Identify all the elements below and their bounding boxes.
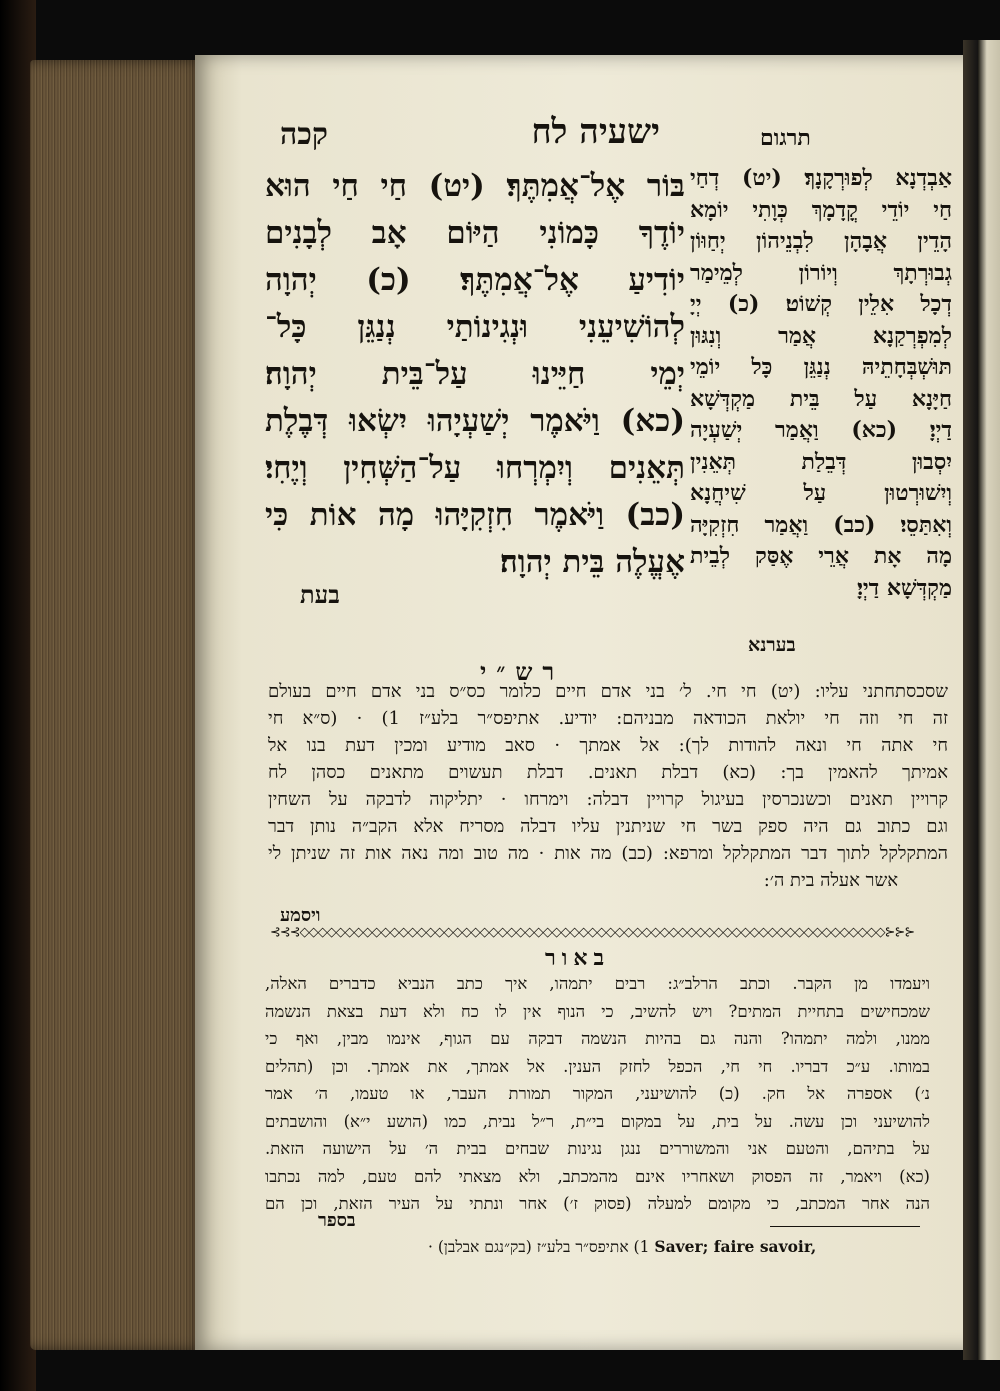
targum-line: יִסְבוּן דְּבֵלַת תְּאֵנִין bbox=[690, 448, 952, 475]
main-text-line: בּוֹר אֶל־אֲמִתֶּךָ׃ (יט) חַי חַי הוּא bbox=[265, 168, 685, 204]
folio-number: קכה bbox=[280, 117, 328, 152]
biur-line: (כא) ויאמר, זה הפסוק ושאחריו אינם מהמכתב, ולא מצאתי להם טעם, למה נכתבו bbox=[265, 1166, 930, 1186]
rashi-line: קרויין תאנים וכשנכרסין בעיגול קרויין דבלה: וימרחו · יתליקוה לדבקה על השחין bbox=[268, 789, 948, 810]
targum-line: מָה אָת אֲרֵי אֶסַּק לְבֵית bbox=[690, 543, 952, 569]
biur-line: נ׳) אספרה אל חק. (כ) להושיעני, המקור תמורת העבר, או טעמו, ה׳ אמר bbox=[265, 1084, 930, 1103]
targum-column bbox=[690, 163, 952, 604]
main-text-line: (כא) וַיֹּאמֶר יְשַׁעְיָהוּ יִשְׂאוּ דְּבֶלֶת bbox=[265, 403, 685, 439]
rashi-line: אשר אעלה בית ה׳: bbox=[763, 870, 898, 891]
targum-catchword: בערנא bbox=[748, 634, 796, 656]
biur-line: הנה אחר המכתב, כי מקומם למעלה (פסוק ז׳) אחר ונתתי על העיר הזאת, וכן הם bbox=[265, 1194, 930, 1213]
biur-line: במותו. ע״כ דבריו. חי חי, הכפל לחזק הענין. אל אמתך, את אמתך. וכן (תהלים bbox=[265, 1056, 930, 1076]
gutter-shadow bbox=[963, 40, 979, 1360]
footnote-hebrew: 1) אתיפס״ר בלע״ז (בק״נגם אבלבן) · bbox=[428, 1238, 650, 1256]
footnote-rule bbox=[770, 1226, 920, 1227]
targum-line: דְכָל אִלֵין קְשׁוֹט׃ (כ) יְיָ bbox=[690, 291, 952, 317]
rashi-heading: רש״י bbox=[480, 657, 565, 686]
targum-column-label: תרגום bbox=[760, 125, 811, 151]
rashi-line: וגם כתוב גם היה ספק בשר חי שניתנין עליו דבלה מסריח אלא הקב״ה נותן דבר bbox=[268, 816, 948, 837]
rashi-line: אמיתך להאמין בך: (כא) דבלת תאנים. דבלת תעשוים מתאנים כסהן לח bbox=[268, 762, 948, 783]
ornamental-divider: ⊰⊰⊰◇◇◇◇◇◇◇◇◇◇◇◇◇◇◇◇◇◇◇◇◇◇◇◇◇◇◇◇◇◇◇◇◇◇◇◇◇◇◇◇◇◇◇◇◇◇◇◇◇◇◇◇◇◇◇◇◇◇◇◇◇◇◇◇◇⊱⊱⊱ bbox=[270, 926, 915, 940]
targum-line: חַי יוֹדֵי קֳדָמָךְ כְּוָתִי יוֹמָא bbox=[690, 196, 952, 223]
targum-line: וְיִשׁוּרְטוּן עַל שִׁיחֲנָא bbox=[690, 480, 952, 506]
main-text-line: לְהוֹשִׁיעֵנִי וּנְגִינוֹתַי נְנַגֵּן כָּל־ bbox=[265, 309, 685, 345]
targum-line: לְמִפְרְקַנָא אֲמַר וְנִגּוּן bbox=[690, 322, 952, 349]
main-text-line: יוֹדֶךָ כָּמוֹנִי הַיּוֹם אָב לְבָנִים bbox=[265, 215, 685, 251]
rashi-line: זה חי וזה חי יולאת הכודאה מבניהם: יודיע. אתיפס״ר בלע״ז 1) · (ס״א חי bbox=[268, 708, 948, 729]
biur-line: להושיעני וכן עשה. על בית, על במקום בי״ת, ר״ל נבית, כמו (הושע י״א) והושבתים bbox=[265, 1111, 930, 1131]
main-text-line: (כב) וַיֹּאמֶר חִזְקִיָּהוּ מָה אוֹת כִּי bbox=[265, 497, 685, 533]
targum-line: גְבוּרְתָךְ וְיוֹרוֹן לְמֵימַר bbox=[690, 259, 952, 286]
rashi-catchword: ויסמע bbox=[280, 905, 321, 926]
rashi-line: שסכסתחתני עליו: (יט) חי חי. ל׳ בני אדם חיים כלומר כס״ס בני אדם חיים בעולם bbox=[268, 681, 948, 702]
rashi-line: המתקלקל לתוך דבר המתקלקל ומרפא: (כב) מה אות · מה טוב ומה נאה אות זה שניתן לי bbox=[268, 843, 948, 864]
next-page-edge bbox=[978, 40, 1000, 1360]
targum-line: הָדֵין אֲבָהָן לִבְנֵיהוֹן יְחַוּוֹן bbox=[690, 228, 952, 254]
running-title: ישעיה לח bbox=[531, 112, 660, 152]
footnote bbox=[428, 1237, 816, 1257]
biur-heading: באור bbox=[545, 945, 611, 971]
biur-catchword: בספר bbox=[318, 1210, 356, 1231]
rashi-line: חי אתה חי ונאה להודות לך): אל אמתך · סאב מודיע ומכין דעת בנו אל bbox=[268, 735, 948, 756]
targum-line: מַקְדְּשָׁא דַיְיָ׃ bbox=[857, 574, 952, 601]
main-text-line: יוֹדִיעַ אֶל־אֲמִתֶּךָ׃ (כ) יְהוָה bbox=[265, 262, 685, 298]
targum-line: וְאִתַּסֵי׃ (כב) וַאֲמַר חִזְקִיָּה bbox=[690, 511, 952, 538]
biur-line: ויעמדו מן הקבר. וכתב הרלב״ג: רבים יתמהו, איך כתב הנביא כדברים האלה, bbox=[265, 974, 930, 993]
rashi-commentary bbox=[268, 678, 948, 894]
biur-line: שמכחישים בתחיית המתים? ויש להשיב, כי הנוף אין לו כח ולא דעת בצאת הנשמה bbox=[265, 1001, 930, 1021]
main-text-line: אֶעֱלֶה בֵּית יְהוָה׃ bbox=[499, 544, 685, 580]
main-text-column bbox=[265, 163, 685, 586]
main-text-line: תְּאֵנִים וְיִמְרְחוּ עַל־הַשְּׁחִין וְיֶחִי׃ bbox=[265, 450, 685, 486]
footnote-french: Saver; faire savoir, bbox=[654, 1237, 817, 1256]
biur-commentary bbox=[265, 970, 930, 1218]
targum-line: דַיְיָ׃ (כא) וַאֲמַר יְשַׁעְיָה bbox=[690, 417, 952, 443]
biur-line: על בתיהם, והטעם אני והמשוררים ננגן נגינות שבחים בבית ה׳ על הישועה הזאת. bbox=[265, 1139, 930, 1158]
targum-line: חַיָּנָא עַל בֵּית מַקְדְּשָׁא bbox=[690, 385, 952, 412]
main-text-line: יְמֵי חַיֵּינוּ עַל־בֵּית יְהוָה׃ bbox=[265, 356, 685, 392]
main-text-catchword: בעת bbox=[300, 580, 340, 609]
targum-line: תּוּשְׁבְּחָתֵיהּ נְנַגֵּן כָּל יוֹמֵי bbox=[690, 354, 952, 380]
page-fore-edge bbox=[30, 60, 205, 1350]
biur-line: ממנו, ולמה יתמהו? והנה גם בהיות הנשמה דבקה עם הגוף, אינמו מבין, ואף כי bbox=[265, 1029, 930, 1048]
targum-line: אַבְדְנָא לְפוּרְקָנָךְ׃ (יט) דְחַי bbox=[690, 165, 952, 191]
